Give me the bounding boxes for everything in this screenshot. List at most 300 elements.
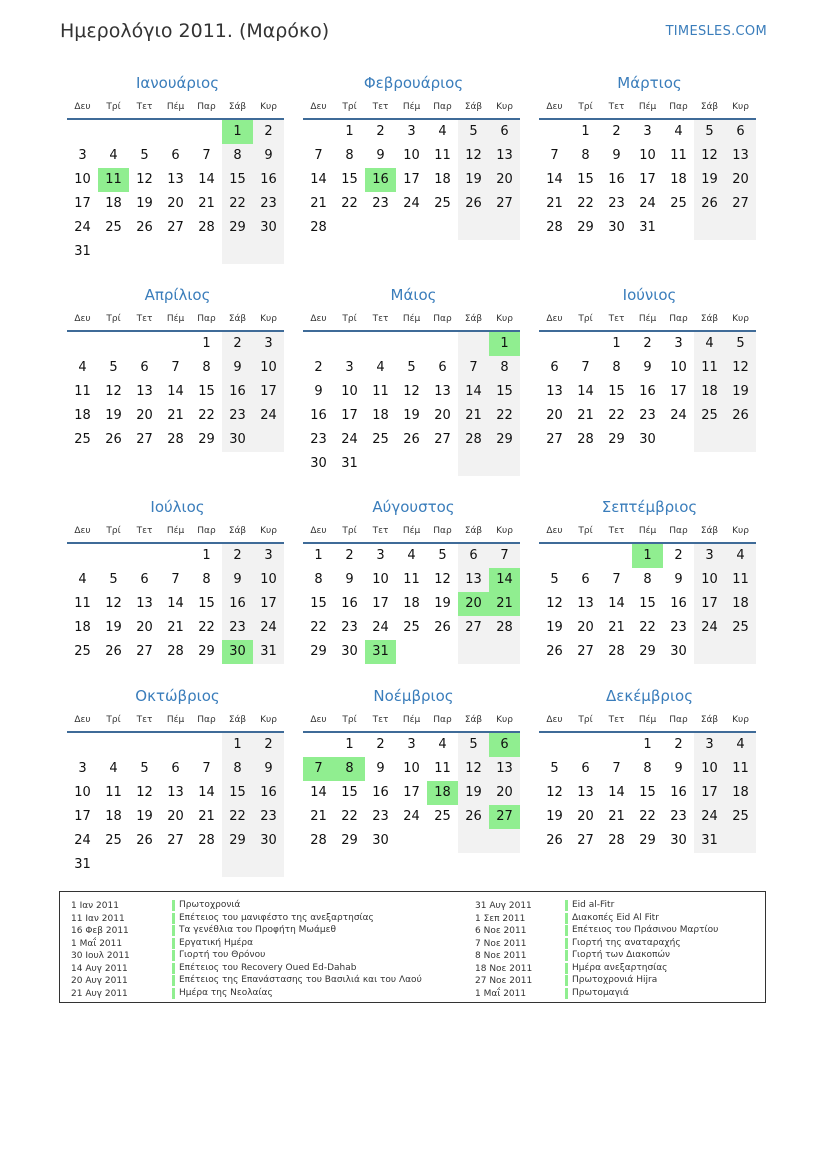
holiday-name: Επέτειος της Επανάστασης του Βασιλιά και του Λαού: [172, 975, 422, 986]
day-cell: 8: [489, 356, 520, 380]
month-11: [303, 683, 524, 853]
empty-cell: [98, 544, 129, 568]
weekday-label: Πέμ: [396, 96, 427, 120]
holiday-column: [475, 900, 755, 1000]
day-cell: 1: [581, 124, 590, 139]
day-cell: 28: [310, 833, 327, 848]
holiday-row: [475, 963, 755, 976]
weekday-label: Τετ: [601, 308, 632, 332]
day-cell: 2: [612, 124, 621, 139]
day-cell: 7: [581, 360, 590, 375]
day-cell: 16: [365, 168, 396, 192]
day-cell: 5: [140, 148, 149, 163]
day-cell: 6: [550, 360, 559, 375]
day-cell: 6: [140, 572, 149, 587]
day-cell: 18: [74, 620, 91, 635]
day-cell: 17: [670, 384, 687, 399]
holiday-row: [71, 938, 351, 951]
day-cell: 15: [341, 785, 358, 800]
month-8: [303, 494, 524, 664]
brand-logo[interactable]: TIMESLES.COM: [665, 24, 767, 39]
day-cell: 20: [725, 168, 756, 192]
day-cell: 29: [310, 644, 327, 659]
day-cell: 1: [202, 548, 211, 563]
day-cell: 13: [489, 144, 520, 168]
empty-cell: [489, 640, 520, 664]
empty-cell: [303, 332, 334, 356]
day-cell: 21: [546, 196, 563, 211]
holiday-row: [475, 988, 755, 1001]
empty-cell: [365, 332, 396, 356]
weekday-label: Τρί: [570, 308, 601, 332]
holiday-name: Πρωτοχρονιά: [172, 900, 240, 911]
day-cell: 28: [198, 220, 215, 235]
day-cell: 5: [438, 548, 447, 563]
day-cell: 3: [694, 544, 725, 568]
day-cell: 17: [372, 596, 389, 611]
day-cell: 24: [639, 196, 656, 211]
day-cell: 6: [438, 360, 447, 375]
month-title: Δεκέμβριος: [605, 687, 693, 705]
empty-cell: [98, 332, 129, 356]
day-cell: 2: [376, 124, 385, 139]
day-cell: 28: [167, 644, 184, 659]
day-cell: 18: [725, 781, 756, 805]
day-cell: 8: [643, 761, 652, 776]
day-cell: 23: [372, 196, 389, 211]
day-cell: 25: [372, 432, 389, 447]
weekday-label: Τρί: [334, 709, 365, 733]
empty-cell: [694, 640, 725, 664]
day-cell: 25: [105, 220, 122, 235]
weekday-label: Παρ: [427, 709, 458, 733]
day-cell: 13: [136, 384, 153, 399]
month-title: Μάιος: [390, 286, 437, 304]
day-cell: 8: [314, 572, 323, 587]
day-cell: 28: [608, 833, 625, 848]
day-cell: 1: [202, 336, 211, 351]
day-cell: 12: [546, 596, 563, 611]
weekday-label: Πέμ: [632, 96, 663, 120]
day-cell: 4: [109, 148, 118, 163]
day-cell: 4: [78, 572, 87, 587]
day-cell: 31: [365, 640, 396, 664]
day-cell: 19: [434, 596, 451, 611]
day-cell: 3: [674, 336, 683, 351]
empty-cell: [222, 240, 253, 264]
day-cell: 6: [171, 148, 180, 163]
holiday-date: 1 Μαΐ 2011: [475, 988, 527, 999]
month-7: [67, 494, 288, 664]
day-cell: 16: [222, 380, 253, 404]
day-cell: 27: [577, 833, 594, 848]
day-cell: 13: [167, 785, 184, 800]
day-cell: 21: [198, 809, 215, 824]
day-cell: 24: [694, 805, 725, 829]
day-cell: 12: [136, 172, 153, 187]
day-cell: 21: [167, 408, 184, 423]
weekday-label: Πέμ: [632, 308, 663, 332]
day-cell: 3: [253, 544, 284, 568]
day-cell: 18: [74, 408, 91, 423]
day-cell: 2: [643, 336, 652, 351]
weekday-label: Σάβ: [222, 520, 253, 544]
day-cell: 18: [403, 596, 420, 611]
day-cell: 9: [345, 572, 354, 587]
day-cell: 19: [546, 809, 563, 824]
holiday-row: [71, 900, 351, 913]
day-cell: 4: [725, 733, 756, 757]
day-cell: 26: [105, 644, 122, 659]
day-cell: 13: [577, 785, 594, 800]
day-cell: 24: [74, 220, 91, 235]
day-cell: 12: [694, 144, 725, 168]
day-cell: 8: [222, 757, 253, 781]
month-12: [539, 683, 760, 853]
day-cell: 30: [253, 829, 284, 853]
weekday-label: Δευ: [303, 709, 334, 733]
day-cell: 8: [334, 757, 365, 781]
empty-cell: [253, 428, 284, 452]
holiday-date: 20 Αυγ 2011: [71, 976, 128, 986]
month-title: Ιούνιος: [622, 286, 677, 304]
weekday-label: Πέμ: [632, 520, 663, 544]
holiday-date: 11 Ιαν 2011: [71, 913, 125, 924]
weekday-label: Τετ: [601, 709, 632, 733]
day-cell: 2: [253, 120, 284, 144]
day-cell: 30: [222, 428, 253, 452]
day-cell: 23: [341, 620, 358, 635]
day-cell: 4: [78, 360, 87, 375]
day-cell: 23: [372, 809, 389, 824]
day-cell: 13: [458, 568, 489, 592]
day-cell: 11: [670, 148, 687, 163]
holiday-name: Τα γενέθλια του Προφήτη Μωάμεθ: [172, 925, 336, 936]
empty-cell: [458, 452, 489, 476]
empty-cell: [427, 452, 458, 476]
day-cell: 26: [458, 805, 489, 829]
day-cell: 6: [140, 360, 149, 375]
weekday-label: Δευ: [539, 96, 570, 120]
day-cell: 26: [725, 404, 756, 428]
day-cell: 17: [694, 592, 725, 616]
weekday-label: Κυρ: [253, 96, 284, 120]
month-grid: [67, 709, 284, 877]
day-cell: 12: [458, 757, 489, 781]
holiday-row: [475, 913, 755, 926]
empty-cell: [191, 120, 222, 144]
weekday-label: Τρί: [98, 709, 129, 733]
weekday-label: Σάβ: [694, 709, 725, 733]
day-cell: 7: [489, 544, 520, 568]
empty-cell: [365, 216, 396, 240]
weekday-label: Δευ: [67, 308, 98, 332]
weekday-label: Τρί: [570, 709, 601, 733]
day-cell: 31: [74, 857, 91, 872]
weekday-label: Κυρ: [725, 308, 756, 332]
day-cell: 13: [546, 384, 563, 399]
day-cell: 19: [403, 408, 420, 423]
day-cell: 6: [725, 120, 756, 144]
empty-cell: [396, 640, 427, 664]
day-cell: 7: [171, 360, 180, 375]
empty-cell: [458, 216, 489, 240]
day-cell: 13: [167, 172, 184, 187]
weekday-label: Τρί: [334, 520, 365, 544]
day-cell: 17: [403, 785, 420, 800]
day-cell: 4: [376, 360, 385, 375]
day-cell: 12: [725, 356, 756, 380]
weekday-label: Πέμ: [160, 96, 191, 120]
empty-cell: [694, 428, 725, 452]
day-cell: 5: [550, 761, 559, 776]
day-cell: 26: [546, 644, 563, 659]
day-cell: 7: [303, 757, 334, 781]
holiday-row: [475, 925, 755, 938]
day-cell: 10: [694, 568, 725, 592]
weekday-label: Παρ: [191, 96, 222, 120]
empty-cell: [365, 452, 396, 476]
day-cell: 19: [105, 408, 122, 423]
weekday-label: Τετ: [129, 520, 160, 544]
day-cell: 20: [434, 408, 451, 423]
holiday-row: [71, 962, 357, 976]
weekday-label: Δευ: [539, 709, 570, 733]
day-cell: 15: [222, 168, 253, 192]
empty-cell: [253, 853, 284, 877]
day-cell: 7: [458, 356, 489, 380]
day-cell: 29: [489, 428, 520, 452]
month-3: [539, 70, 760, 240]
month-title: Οκτώβριος: [135, 687, 220, 705]
day-cell: 26: [694, 192, 725, 216]
day-cell: 3: [376, 548, 385, 563]
day-cell: 29: [341, 833, 358, 848]
day-cell: 2: [222, 332, 253, 356]
holiday-date: 8 Νοε 2011: [475, 951, 527, 961]
day-cell: 26: [546, 833, 563, 848]
holiday-row: [475, 975, 755, 988]
weekday-label: Κυρ: [725, 709, 756, 733]
day-cell: 30: [608, 220, 625, 235]
day-cell: 23: [608, 196, 625, 211]
day-cell: 10: [694, 757, 725, 781]
month-grid: [303, 96, 520, 240]
day-cell: 14: [546, 172, 563, 187]
weekday-label: Πέμ: [396, 520, 427, 544]
holiday-date: 14 Αυγ 2011: [71, 963, 128, 974]
day-cell: 20: [167, 196, 184, 211]
empty-cell: [160, 853, 191, 877]
day-cell: 8: [612, 360, 621, 375]
day-cell: 15: [341, 172, 358, 187]
empty-cell: [663, 216, 694, 240]
empty-cell: [427, 216, 458, 240]
day-cell: 19: [136, 809, 153, 824]
day-cell: 9: [253, 144, 284, 168]
day-cell: 4: [725, 544, 756, 568]
weekday-label: Σάβ: [694, 96, 725, 120]
empty-cell: [725, 216, 756, 240]
holiday-name: Γιορτή του Θρόνου: [172, 950, 265, 961]
day-cell: 4: [109, 761, 118, 776]
holiday-name: Γιορτή της αναταραχής: [565, 938, 681, 949]
empty-cell: [458, 829, 489, 853]
empty-cell: [160, 332, 191, 356]
day-cell: 20: [577, 620, 594, 635]
day-cell: 14: [577, 384, 594, 399]
day-cell: 8: [581, 148, 590, 163]
weekday-label: Δευ: [303, 520, 334, 544]
day-cell: 30: [222, 640, 253, 664]
holiday-row: [71, 912, 374, 926]
holiday-row: [71, 950, 351, 963]
empty-cell: [160, 544, 191, 568]
holiday-date: 30 Ιουλ 2011: [71, 951, 130, 961]
holiday-row: [475, 950, 755, 963]
day-cell: 24: [403, 196, 420, 211]
day-cell: 27: [577, 644, 594, 659]
weekday-label: Κυρ: [253, 308, 284, 332]
day-cell: 29: [222, 216, 253, 240]
weekday-label: Τρί: [570, 520, 601, 544]
weekday-label: Τετ: [129, 308, 160, 332]
day-cell: 22: [341, 196, 358, 211]
month-grid: [67, 520, 284, 664]
day-cell: 26: [136, 833, 153, 848]
day-cell: 16: [670, 785, 687, 800]
day-cell: 30: [253, 216, 284, 240]
day-cell: 15: [489, 380, 520, 404]
day-cell: 15: [639, 785, 656, 800]
empty-cell: [67, 120, 98, 144]
day-cell: 6: [171, 761, 180, 776]
day-cell: 26: [403, 432, 420, 447]
day-cell: 28: [167, 432, 184, 447]
empty-cell: [489, 452, 520, 476]
day-cell: 21: [489, 592, 520, 616]
holiday-date: 1 Ιαν 2011: [71, 901, 119, 911]
day-cell: 11: [98, 168, 129, 192]
day-cell: 7: [171, 572, 180, 587]
day-cell: 10: [253, 356, 284, 380]
day-cell: 30: [341, 644, 358, 659]
day-cell: 25: [403, 620, 420, 635]
day-cell: 26: [136, 220, 153, 235]
day-cell: 15: [198, 384, 215, 399]
day-cell: 29: [577, 220, 594, 235]
day-cell: 7: [612, 761, 621, 776]
weekday-label: Πέμ: [396, 308, 427, 332]
empty-cell: [601, 733, 632, 757]
day-cell: 11: [694, 356, 725, 380]
empty-cell: [129, 733, 160, 757]
day-cell: 22: [608, 408, 625, 423]
day-cell: 3: [78, 761, 87, 776]
weekday-label: Δευ: [303, 96, 334, 120]
day-cell: 7: [612, 572, 621, 587]
empty-cell: [539, 733, 570, 757]
weekday-label: Παρ: [191, 520, 222, 544]
day-cell: 21: [310, 809, 327, 824]
day-cell: 17: [341, 408, 358, 423]
day-cell: 22: [222, 192, 253, 216]
day-cell: 27: [489, 192, 520, 216]
holiday-row: [475, 900, 755, 913]
weekday-label: Σάβ: [458, 96, 489, 120]
day-cell: 9: [376, 148, 385, 163]
day-cell: 27: [458, 616, 489, 640]
weekday-label: Παρ: [427, 96, 458, 120]
day-cell: 6: [581, 761, 590, 776]
day-cell: 6: [581, 572, 590, 587]
month-title: Σεπτέμβριος: [601, 498, 698, 516]
holiday-name: Ημέρα της Νεολαίας: [172, 988, 273, 999]
day-cell: 1: [345, 737, 354, 752]
holiday-date: 1 Σεπ 2011: [475, 913, 526, 924]
day-cell: 11: [725, 757, 756, 781]
day-cell: 31: [639, 220, 656, 235]
holiday-date: 1 Μαΐ 2011: [71, 938, 123, 949]
day-cell: 7: [202, 148, 211, 163]
empty-cell: [303, 733, 334, 757]
day-cell: 6: [458, 544, 489, 568]
day-cell: 12: [458, 144, 489, 168]
day-cell: 6: [489, 733, 520, 757]
day-cell: 28: [489, 616, 520, 640]
month-grid: [539, 308, 756, 452]
empty-cell: [160, 240, 191, 264]
weekday-label: Τρί: [334, 308, 365, 332]
empty-cell: [725, 640, 756, 664]
day-cell: 27: [167, 833, 184, 848]
day-cell: 8: [345, 148, 354, 163]
empty-cell: [129, 544, 160, 568]
day-cell: 19: [458, 168, 489, 192]
day-cell: 30: [372, 833, 389, 848]
day-cell: 30: [310, 456, 327, 471]
day-cell: 15: [198, 596, 215, 611]
empty-cell: [303, 120, 334, 144]
day-cell: 28: [458, 428, 489, 452]
day-cell: 28: [198, 833, 215, 848]
month-grid: [67, 96, 284, 264]
empty-cell: [67, 733, 98, 757]
day-cell: 11: [74, 596, 91, 611]
weekday-label: Δευ: [539, 308, 570, 332]
empty-cell: [458, 640, 489, 664]
day-cell: 24: [253, 616, 284, 640]
weekday-label: Κυρ: [725, 520, 756, 544]
holiday-name: Επέτειος του μανιφέστο της ανεξαρτησίας: [172, 913, 374, 924]
empty-cell: [458, 332, 489, 356]
day-cell: 29: [608, 432, 625, 447]
day-cell: 2: [674, 548, 683, 563]
day-cell: 26: [458, 192, 489, 216]
day-cell: 3: [694, 733, 725, 757]
holiday-name: Eid al-Fitr: [565, 900, 614, 911]
day-cell: 25: [434, 196, 451, 211]
holiday-date: 27 Νοε 2011: [475, 976, 533, 986]
day-cell: 25: [74, 644, 91, 659]
day-cell: 3: [345, 360, 354, 375]
empty-cell: [725, 829, 756, 853]
holiday-name: Εργατική Ημέρα: [172, 938, 253, 949]
day-cell: 2: [674, 737, 683, 752]
month-grid: [539, 96, 756, 240]
day-cell: 23: [253, 192, 284, 216]
day-cell: 8: [643, 572, 652, 587]
